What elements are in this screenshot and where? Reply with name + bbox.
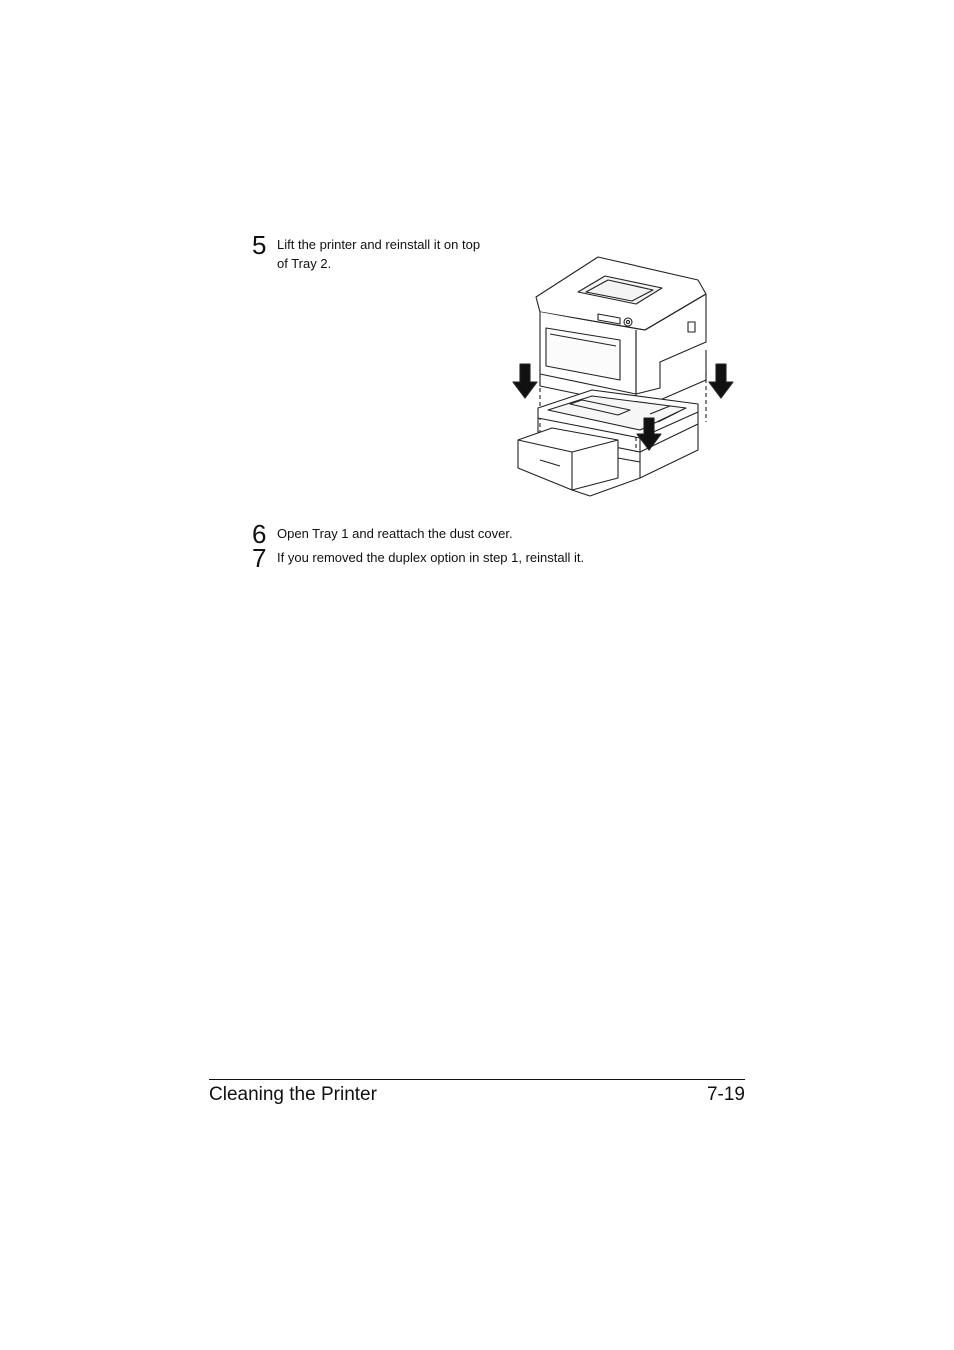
step-number: 6	[252, 519, 267, 549]
step-instruction: If you removed the duplex option in step 1, reinstall it.	[277, 550, 585, 565]
step-instruction: Open Tray 1 and reattach the dust cover.	[277, 526, 513, 541]
step-number: 7	[252, 543, 267, 573]
printer-on-tray-illustration	[510, 252, 740, 500]
step-6	[252, 519, 513, 549]
step-5	[252, 230, 487, 273]
footer-section-title: Cleaning the Printer	[209, 1084, 377, 1105]
step-number: 5	[252, 230, 267, 260]
step-instruction: Lift the printer and reinstall it on top of Tray 2.	[277, 237, 481, 271]
step-7	[252, 543, 585, 573]
footer-page-number: 7-19	[706, 1084, 745, 1105]
footer-divider	[209, 1079, 745, 1080]
